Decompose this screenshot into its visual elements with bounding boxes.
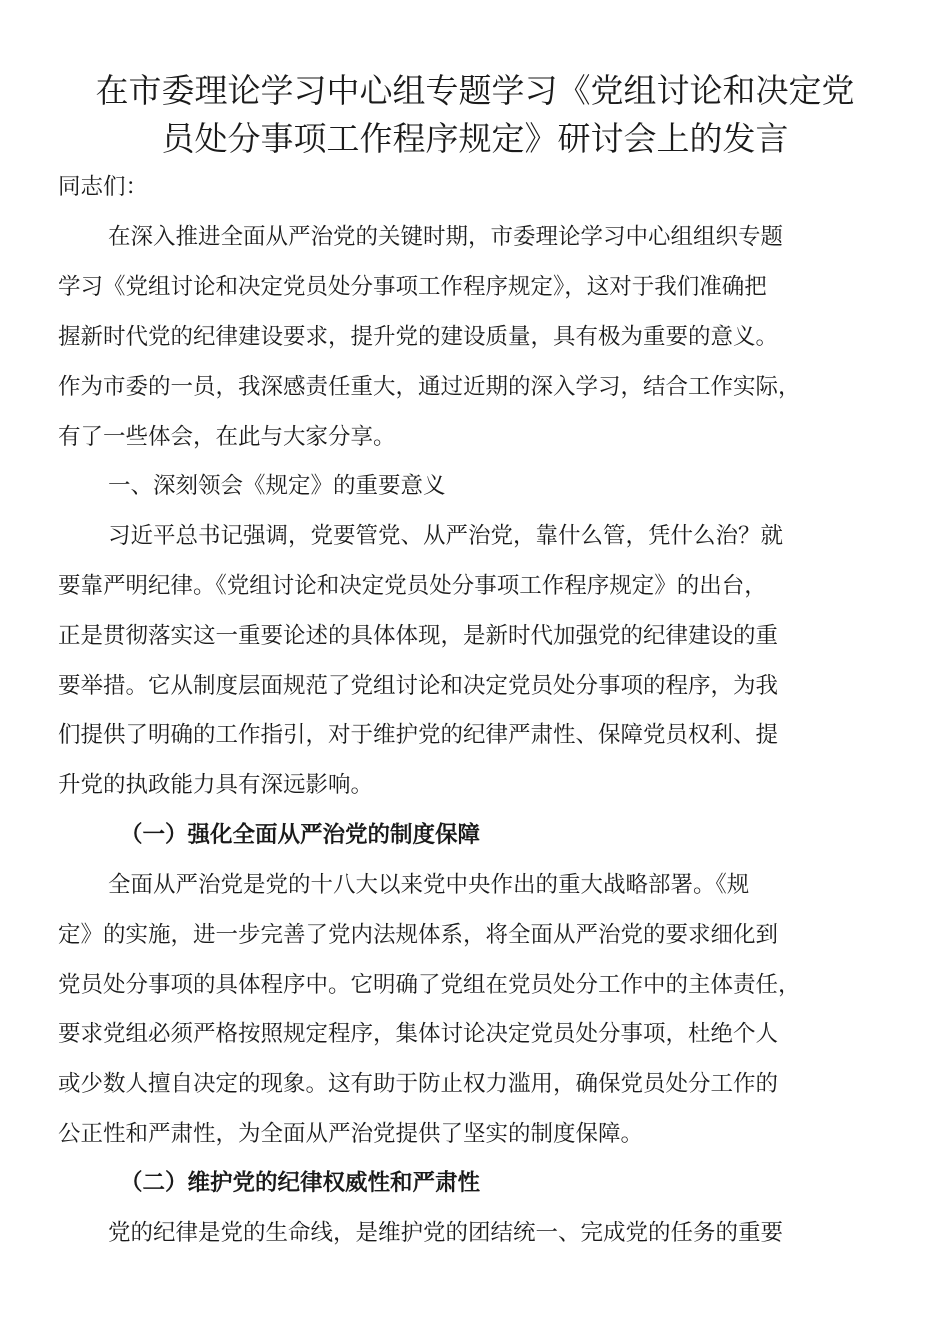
section-1-line: 要靠严明纪律。《党组讨论和决定党员处分事项工作程序规定》的出台，	[58, 573, 767, 599]
subsection-1-line: 全面从严治党是党的十八大以来党中央作出的重大战略部署。《规	[108, 872, 750, 898]
intro-line: 在深入推进全面从严治党的关键时期，市委理论学习中心组组织专题	[108, 224, 784, 250]
section-1-line: 习近平总书记强调，党要管党、从严治党，靠什么管，凭什么治？就	[108, 523, 784, 549]
section-1-line: 要举措。它从制度层面规范了党组讨论和决定党员处分事项的程序，为我	[58, 673, 779, 699]
subsection-1-line: 公正性和严肃性，为全面从严治党提供了坚实的制度保障。	[58, 1121, 644, 1147]
intro-line: 有了一些体会，在此与大家分享。	[58, 424, 396, 450]
section-1-heading: 一、深刻领会《规定》的重要意义	[108, 473, 446, 499]
intro-line: 作为市委的一员，我深感责任重大，通过近期的深入学习，结合工作实际，	[58, 374, 801, 400]
subsection-1-line: 党员处分事项的具体程序中。它明确了党组在党员处分工作中的主体责任，	[58, 972, 801, 998]
section-1-line: 正是贯彻落实这一重要论述的具体体现，是新时代加强党的纪律建设的重	[58, 623, 779, 649]
section-1-line: 升党的执政能力具有深远影响。	[58, 772, 374, 798]
document-title-line-2: 员处分事项工作程序规定》研讨会上的发言	[161, 119, 789, 158]
section-1-line: 们提供了明确的工作指引，对于维护党的纪律严肃性、保障党员权利、提	[58, 722, 779, 748]
subsection-2-heading: （二）维护党的纪律权威性和严肃性	[120, 1170, 481, 1196]
salutation: 同志们：	[58, 174, 149, 200]
document-title-line-1: 在市委理论学习中心组专题学习《党组讨论和决定党	[95, 71, 855, 110]
subsection-1-heading: （一）强化全面从严治党的制度保障	[120, 822, 481, 848]
subsection-1-line: 定》的实施，进一步完善了党内法规体系，将全面从严治党的要求细化到	[58, 922, 779, 948]
subsection-2-line: 党的纪律是党的生命线，是维护党的团结统一、完成党的任务的重要	[108, 1220, 784, 1246]
subsection-1-line: 或少数人擅自决定的现象。这有助于防止权力滥用，确保党员处分工作的	[58, 1071, 779, 1097]
subsection-1-line: 要求党组必须严格按照规定程序，集体讨论决定党员处分事项，杜绝个人	[58, 1021, 779, 1047]
intro-line: 学习《党组讨论和决定党员处分事项工作程序规定》，这对于我们准确把	[58, 274, 767, 300]
intro-line: 握新时代党的纪律建设要求，提升党的建设质量，具有极为重要的意义。	[58, 324, 779, 350]
